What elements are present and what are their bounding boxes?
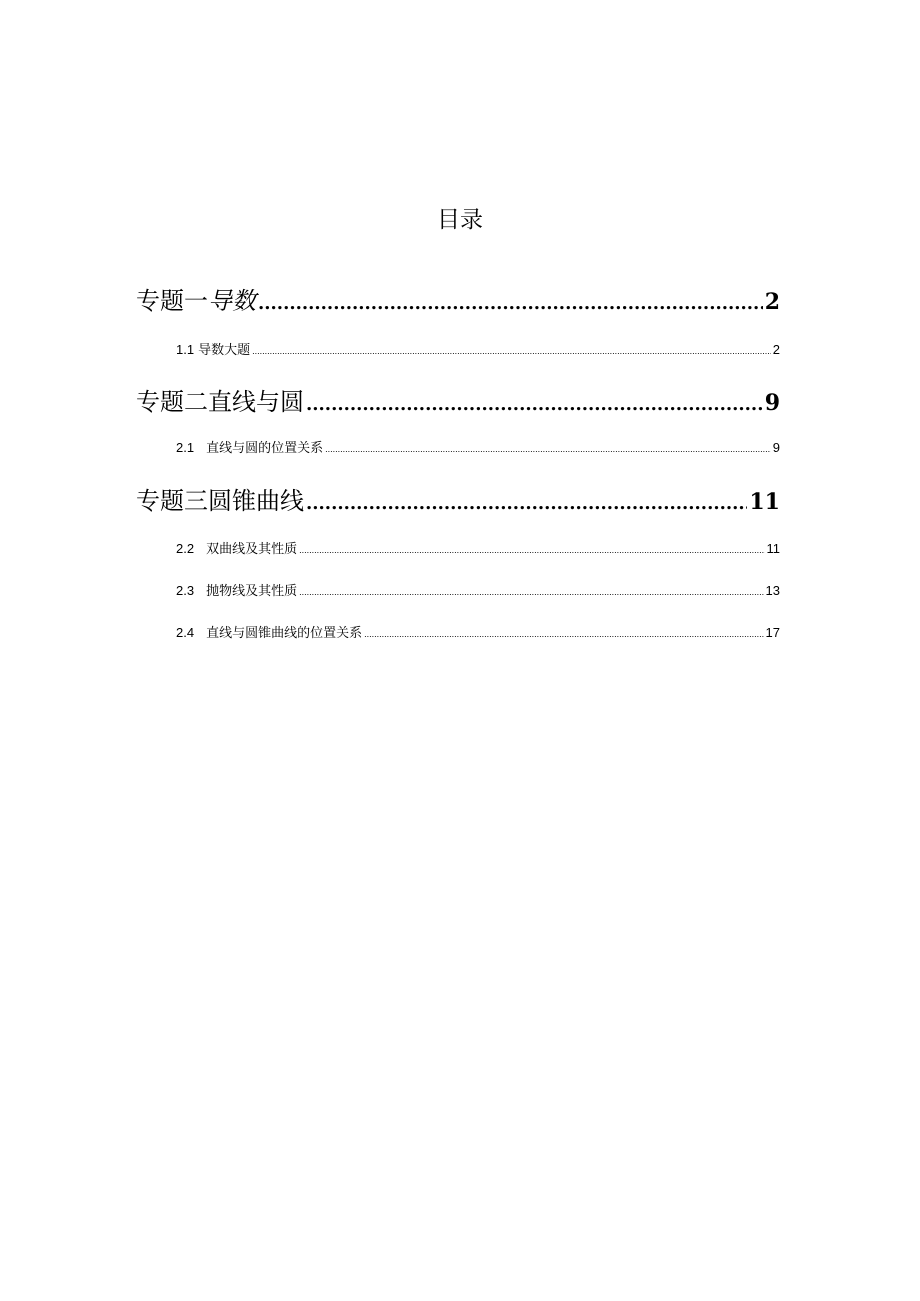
toc-entry-chapter-2[interactable] <box>136 385 780 422</box>
toc-section-number: 2.2 <box>176 541 195 556</box>
toc-page-number: 11 <box>766 541 780 556</box>
toc-entry-section-2-4[interactable] <box>176 623 780 644</box>
toc-section-number: 2.3 <box>176 583 195 598</box>
toc-page-number: 11 <box>749 489 780 515</box>
dot-leader <box>258 287 763 321</box>
toc-entry-text: 抛物线及其性质 <box>206 584 298 599</box>
toc-page-number: 13 <box>765 583 780 598</box>
toc-page-number: 2 <box>772 342 780 357</box>
toc-page-number: 9 <box>772 440 780 455</box>
toc-entry-chapter-3[interactable] <box>136 484 780 521</box>
toc-entry-section-1-1[interactable] <box>176 340 780 361</box>
toc-entry-text: 专题二直线与圆 <box>136 388 304 416</box>
toc-entry-section-2-1[interactable] <box>176 438 780 459</box>
toc-page-number: 9 <box>764 390 780 416</box>
toc-entry-text: 直线与圆的位置关系 <box>206 441 324 456</box>
toc-entry-text: 直线与圆锥曲线的位置关系 <box>206 626 363 641</box>
dot-leader <box>306 388 763 422</box>
dot-leader <box>364 624 763 644</box>
dot-leader <box>299 582 763 602</box>
dot-leader <box>299 540 764 560</box>
toc-section-number: 2.1 <box>176 440 195 455</box>
toc-section-number: 2.4 <box>176 625 195 640</box>
toc-entry-chapter-1[interactable] <box>136 284 780 321</box>
dot-leader <box>325 439 771 459</box>
toc-title: 目录 <box>437 207 483 233</box>
dot-leader <box>306 487 747 521</box>
toc-page-number: 2 <box>764 289 780 315</box>
toc-entry-text: 专题一导数 <box>136 287 256 315</box>
toc-entry-text: 导数大题 <box>198 343 251 358</box>
toc-entry-section-2-3[interactable] <box>176 581 780 602</box>
toc-entry-text: 双曲线及其性质 <box>206 542 298 557</box>
dot-leader <box>252 341 771 361</box>
toc-entry-text: 专题三圆锥曲线 <box>136 487 304 515</box>
toc-page-number: 17 <box>765 625 780 640</box>
toc-section-number: 1.1 <box>176 342 195 357</box>
toc-entry-section-2-2[interactable] <box>176 539 780 560</box>
